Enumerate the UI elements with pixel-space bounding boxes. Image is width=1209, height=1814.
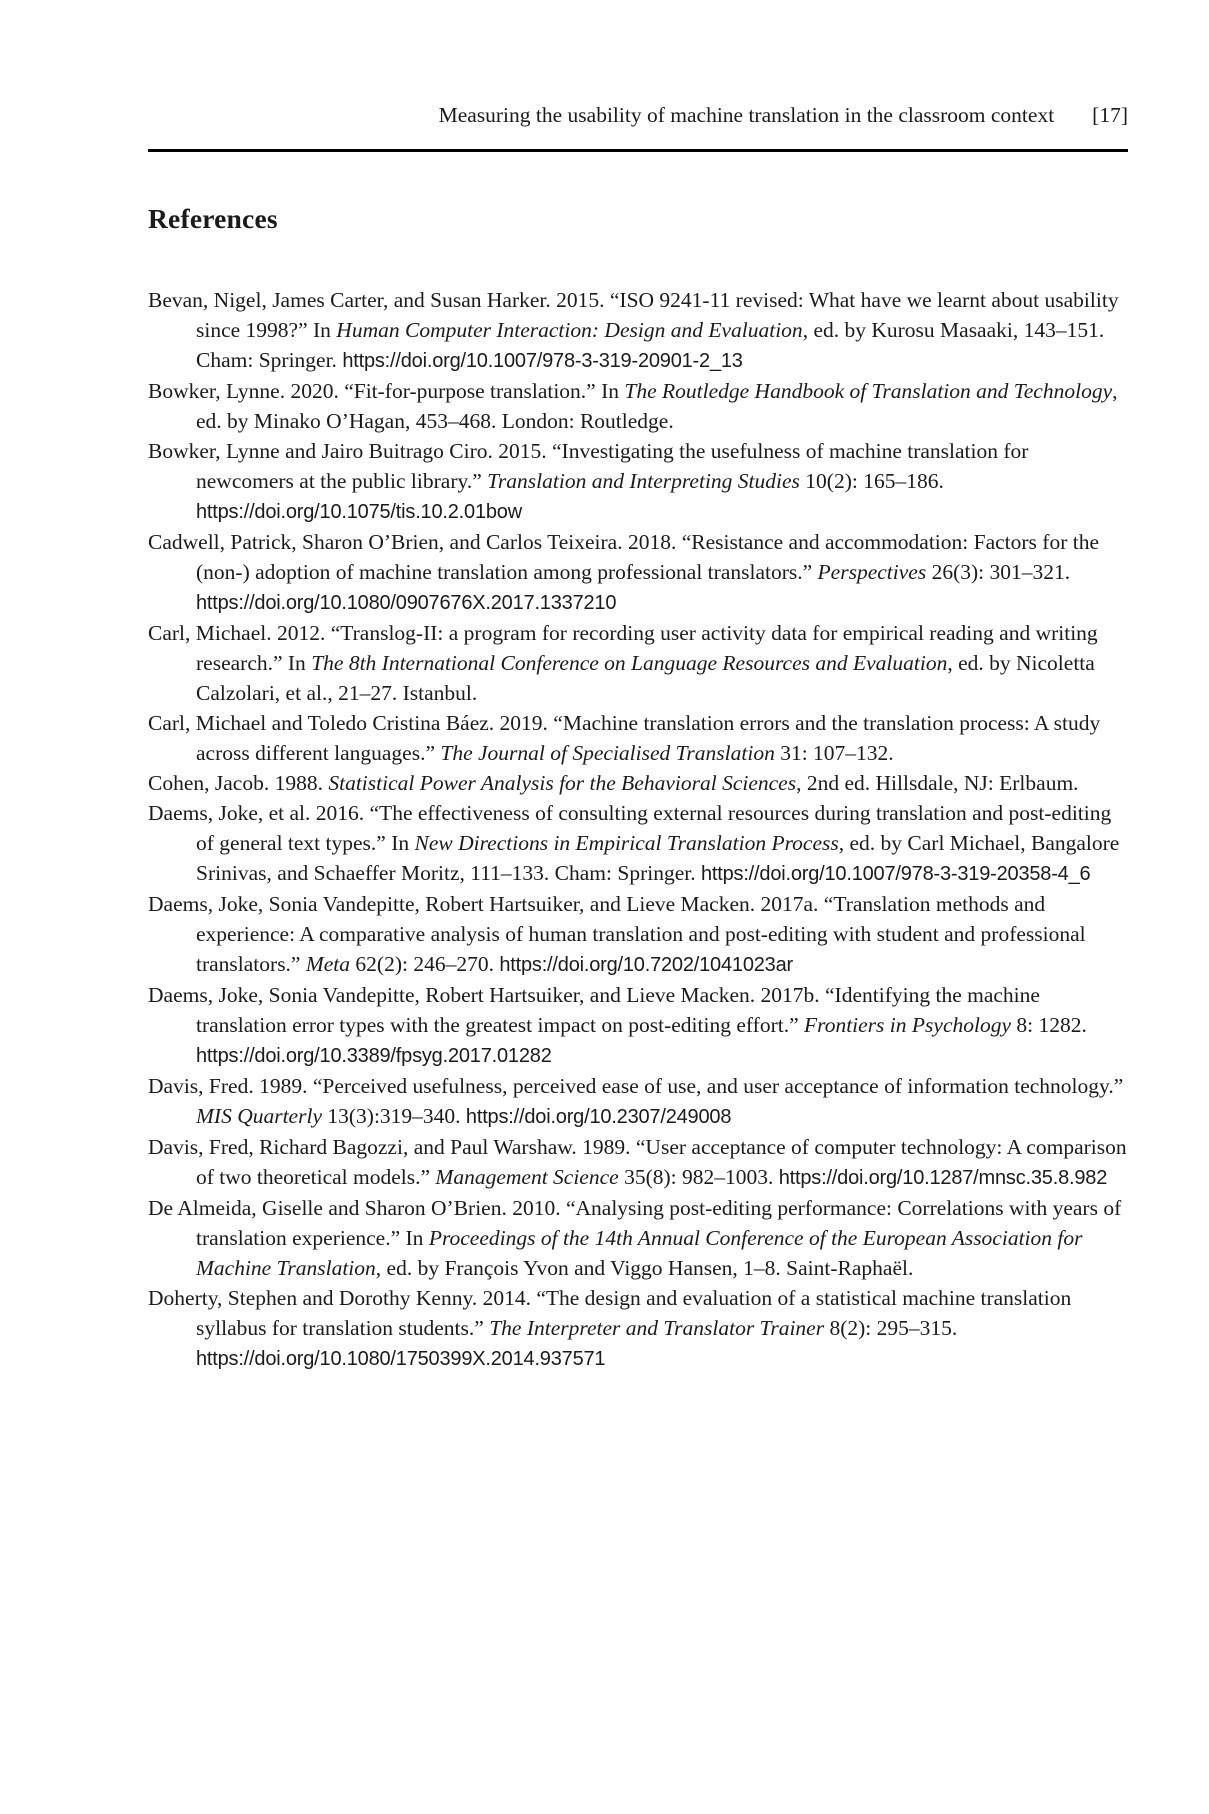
reference-entry	[148, 768, 1128, 798]
doi-link[interactable]: https://doi.org/10.2307/249008	[465, 1106, 732, 1128]
reference-entry	[148, 798, 1128, 889]
running-title: Measuring the usability of machine translation in the classroom context	[438, 103, 1055, 127]
reference-text: , ed. by François Yvon and Viggo Hansen, 1–8. Saint-Raphaël.	[375, 1256, 914, 1280]
doi-link[interactable]: https://doi.org/10.1080/1750399X.2014.937571	[196, 1348, 606, 1370]
reference-text: De Almeida, Giselle and Sharon O’Brien. 2010. “Analysing post-editing performance: Correlations with years of translation experience.” In	[148, 1196, 1122, 1250]
work-title: Perspectives	[817, 560, 927, 584]
reference-text: , ed. by Minako O’Hagan, 453–468. London: Routledge.	[196, 379, 1118, 433]
reference-entry	[148, 889, 1128, 980]
page-number: [17]	[1092, 103, 1128, 127]
work-title: Statistical Power Analysis for the Behavioral Sciences	[328, 771, 797, 795]
work-title: Human Computer Interaction: Design and Evaluation	[336, 318, 803, 342]
doi-link[interactable]: https://doi.org/10.7202/1041023ar	[499, 954, 793, 976]
reference-text: 62(2): 246–270.	[350, 952, 500, 976]
reference-text: Bevan, Nigel, James Carter, and Susan Harker. 2015. “ISO 9241-11 revised: What have we learnt about usability since 1998?” In	[148, 288, 1119, 342]
doi-link[interactable]: https://doi.org/10.3389/fpsyg.2017.01282	[196, 1045, 552, 1067]
reference-text: 26(3): 301–321.	[926, 560, 1071, 584]
work-title: The 8th International Conference on Language Resources and Evaluation	[311, 651, 948, 675]
header-rule	[148, 149, 1128, 152]
reference-text: Bowker, Lynne and Jairo Buitrago Ciro. 2015. “Investigating the usefulness of machine translation for newcomers at the public library.”	[148, 439, 1029, 493]
doi-link[interactable]: https://doi.org/10.1075/tis.10.2.01bow	[196, 501, 522, 523]
reference-entry	[148, 980, 1128, 1071]
reference-text: Doherty, Stephen and Dorothy Kenny. 2014. “The design and evaluation of a statistical machine translation syllabus for translation students.”	[148, 1286, 1072, 1340]
work-title: New Directions in Empirical Translation Process	[414, 831, 839, 855]
section-title: References	[148, 203, 278, 234]
work-title: The Journal of Specialised Translation	[440, 741, 775, 765]
work-title: Translation and Interpreting Studies	[487, 469, 800, 493]
reference-text: 10(2): 165–186.	[799, 469, 944, 493]
reference-text: , ed. by Nicoletta Calzolari, et al., 21–27. Istanbul.	[196, 651, 1095, 705]
reference-text: 13(3):319–340.	[322, 1104, 466, 1128]
reference-entry	[148, 618, 1128, 708]
doi-link[interactable]: https://doi.org/10.1007/978-3-319-20358-4_6	[700, 863, 1091, 885]
work-title: The Interpreter and Translator Trainer	[489, 1316, 825, 1340]
reference-text: 8: 1282.	[1011, 1013, 1087, 1037]
references-list	[148, 285, 1128, 1374]
reference-text: Daems, Joke, Sonia Vandepitte, Robert Hartsuiker, and Lieve Macken. 2017a. “Translation methods and experience: A comparative analysis of human translation and post-editing with student and professional translators.”	[148, 892, 1086, 976]
work-title: Proceedings of the 14th Annual Conference of the European Association for Machine Translation	[196, 1226, 1083, 1280]
doi-link[interactable]: https://doi.org/10.1080/0907676X.2017.1337210	[196, 592, 617, 614]
reference-text: , ed. by Carl Michael, Bangalore Srinivas, and Schaeffer Moritz, 111–133. Cham: Springer.	[196, 831, 1120, 885]
reference-entry	[148, 1071, 1128, 1132]
reference-text: 35(8): 982–1003.	[618, 1165, 779, 1189]
doi-link[interactable]: https://doi.org/10.1287/mnsc.35.8.982	[778, 1167, 1108, 1189]
reference-text: 31: 107–132.	[774, 741, 894, 765]
reference-entry	[148, 1283, 1128, 1374]
reference-text: Bowker, Lynne. 2020. “Fit-for-purpose translation.” In	[148, 379, 625, 403]
reference-text: , ed. by Kurosu Masaaki, 143–151. Cham: Springer.	[196, 318, 1105, 372]
work-title: Frontiers in Psychology	[804, 1013, 1012, 1037]
doi-link[interactable]: https://doi.org/10.1007/978-3-319-20901-2_13	[342, 350, 743, 372]
reference-text: Cadwell, Patrick, Sharon O’Brien, and Carlos Teixeira. 2018. “Resistance and accommodation: Factors for the (non-) adoption of machine translation among professional translators.”	[148, 530, 1100, 584]
work-title: Management Science	[435, 1165, 619, 1189]
reference-entry	[148, 376, 1128, 436]
reference-entry	[148, 527, 1128, 618]
reference-text: 8(2): 295–315.	[824, 1316, 958, 1340]
reference-text: Carl, Michael and Toledo Cristina Báez. 2019. “Machine translation errors and the translation process: A study across different languages.”	[148, 711, 1101, 765]
reference-text: Cohen, Jacob. 1988.	[148, 771, 329, 795]
reference-text: Davis, Fred, Richard Bagozzi, and Paul Warshaw. 1989. “User acceptance of computer technology: A comparison of two theoretical models.”	[148, 1135, 1127, 1189]
page-header	[148, 101, 1128, 129]
reference-text: Davis, Fred. 1989. “Perceived usefulness, perceived ease of use, and user acceptance of information technology.”	[148, 1074, 1124, 1098]
reference-text: Carl, Michael. 2012. “Translog-II: a program for recording user activity data for empirical reading and writing research.” In	[148, 621, 1098, 675]
work-title: Meta	[305, 952, 351, 976]
reference-text: , 2nd ed. Hillsdale, NJ: Erlbaum.	[796, 771, 1079, 795]
work-title: The Routledge Handbook of Translation and Technology	[624, 379, 1113, 403]
reference-entry	[148, 708, 1128, 768]
reference-text: Daems, Joke, Sonia Vandepitte, Robert Hartsuiker, and Lieve Macken. 2017b. “Identifying the machine translation error types with the greatest impact on post-editing effort.”	[148, 983, 1040, 1037]
reference-entry	[148, 436, 1128, 527]
reference-entry	[148, 1193, 1128, 1283]
reference-entry	[148, 1132, 1128, 1193]
reference-entry	[148, 285, 1128, 376]
work-title: MIS Quarterly	[196, 1104, 322, 1128]
reference-text: Daems, Joke, et al. 2016. “The effectiveness of consulting external resources during translation and post-editing of general text types.” In	[148, 801, 1112, 855]
